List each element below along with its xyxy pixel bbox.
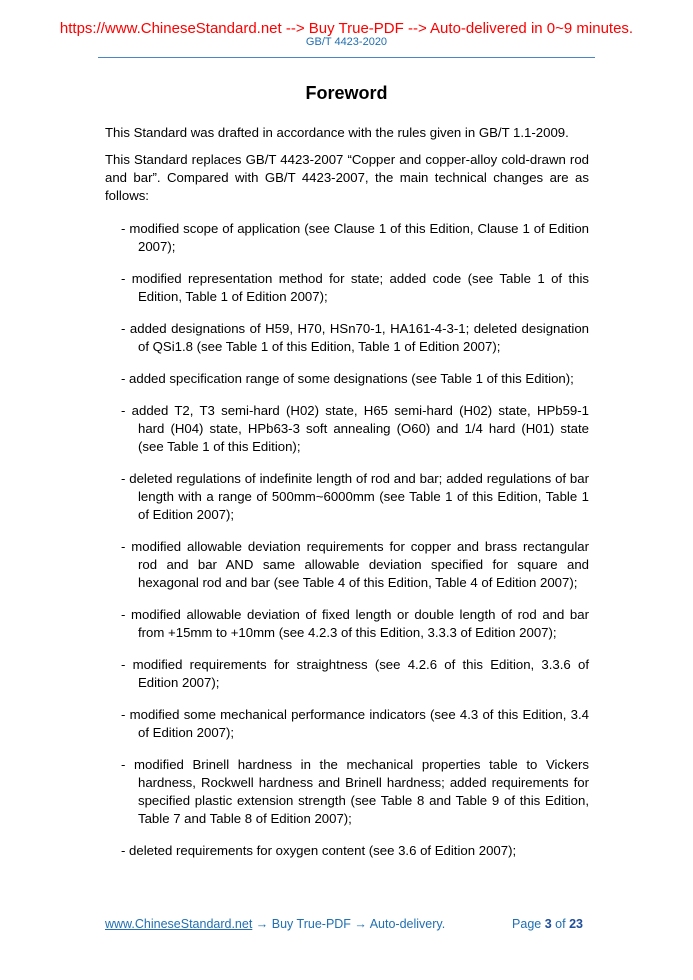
change-item: - modified some mechanical performance indicators (see 4.3 of this Edition, 3.4 of Edition 2007); [121,707,589,740]
change-item: - added T2, T3 semi-hard (H02) state, H65 semi-hard (H02) state, HPb59-1 hard (H04) state, HPb63-3 soft annealing (O60) and 1/4 hard (H01) state (see Table 1 of this Edition); [121,403,589,454]
intro-paragraph: This Standard was drafted in accordance with the rules given in GB/T 1.1-2009. [105,125,569,140]
change-item: - modified allowable deviation requirements for copper and brass rectangular rod and bar AND same allowable deviation specified for square and hexagonal rod and bar (see Table 4 of this Edition, Table 4 of Edition 2007); [121,539,589,590]
footer-promo-text: → Buy True-PDF → Auto-delivery. [252,917,446,931]
change-item: - modified Brinell hardness in the mechanical properties table to Vickers hardness, Rockwell hardness and Brinell hardness; added requirements for specified plastic extension strength (see Table 8 and Table 9 of this Edition, Table 7 and Table 8 of Edition 2007); [121,757,589,826]
change-item: - deleted regulations of indefinite length of rod and bar; added regulations of bar length with a range of 500mm~6000mm (see Table 1 of this Edition, Table 1 of Edition 2007); [121,471,589,522]
replacement-paragraph: This Standard replaces GB/T 4423-2007 “Copper and copper-alloy cold-drawn rod and bar”. Compared with GB/T 4423-2007, the main technical changes are as follows: [105,152,589,203]
page-label: Page [512,917,542,931]
page-total: 23 [569,917,583,931]
page-indicator [512,916,583,932]
page-current: 3 [544,917,552,931]
changes-list [105,220,589,860]
change-item: - added designations of H59, H70, HSn70-1, HA161-4-3-1; deleted designation of QSi1.8 (see Table 1 of this Edition, Table 1 of Edition 2007); [121,321,589,354]
change-item: - modified representation method for state; added code (see Table 1 of this Edition, Table 1 of Edition 2007); [121,271,589,304]
change-item: - modified scope of application (see Clause 1 of this Edition, Clause 1 of Edition 2007); [121,221,589,254]
change-item: - added specification range of some designations (see Table 1 of this Edition); [121,371,574,386]
change-item: - modified requirements for straightness (see 4.2.6 of this Edition, 3.3.6 of Edition 2007); [121,657,589,690]
footer-site-link[interactable]: www.ChineseStandard.net [105,917,253,931]
change-item: - modified allowable deviation of fixed length or double length of rod and bar from +15mm to +10mm (see 4.2.3 of this Edition, 3.3.3 of Edition 2007); [121,607,589,640]
page-title: Foreword [305,83,388,103]
footer-promo [105,916,445,932]
promo-banner[interactable]: https://www.ChineseStandard.net --> Buy True-PDF --> Auto-delivered in 0~9 minutes. [59,20,634,37]
change-item: - deleted requirements for oxygen content (see 3.6 of Edition 2007); [121,843,517,858]
page-of-label: of [555,917,566,931]
page-footer [105,916,589,932]
document-code: GB/T 4423-2020 [305,36,388,48]
document-body [105,124,589,874]
header-divider [98,57,595,58]
